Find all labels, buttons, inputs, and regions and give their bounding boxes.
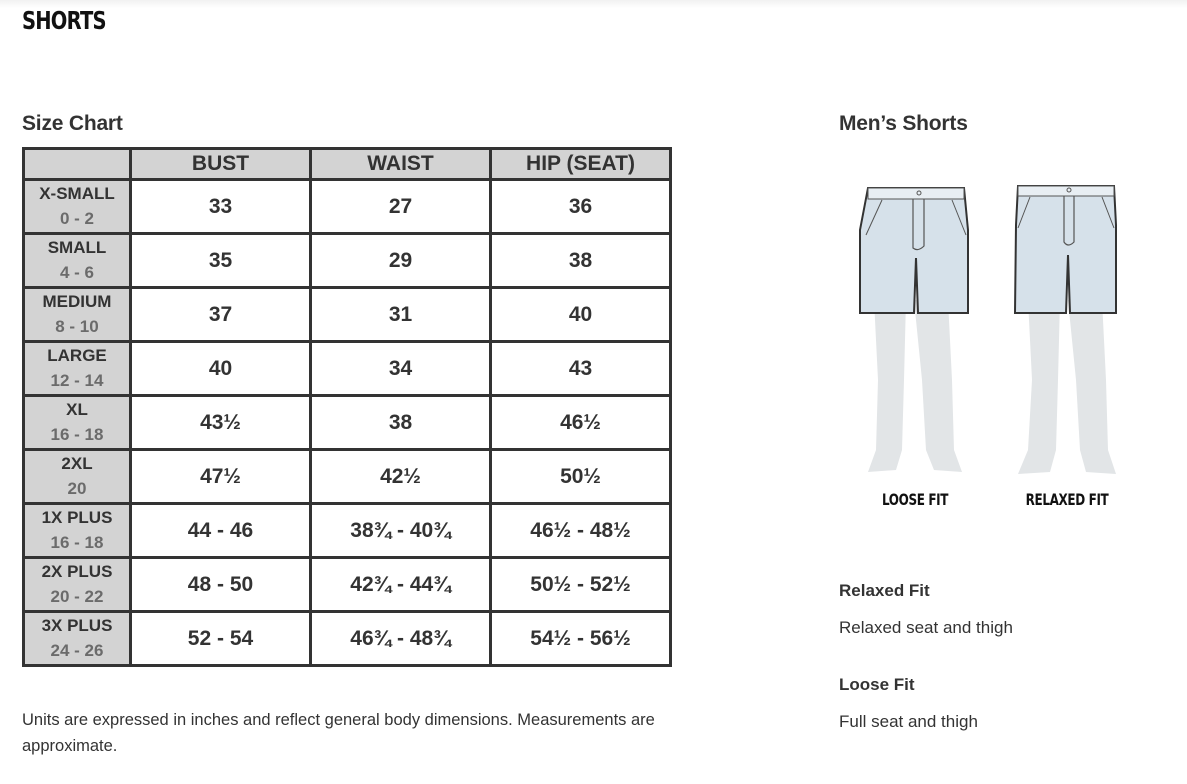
loose-fit-legs	[868, 300, 962, 472]
table-row	[24, 234, 671, 288]
bust-value: 40	[131, 342, 311, 396]
page-title: SHORTS	[22, 6, 106, 35]
waist-value: 38¾ - 40¾	[311, 504, 491, 558]
table-row	[24, 558, 671, 612]
size-name: X-SMALL	[39, 184, 115, 204]
size-name: XL	[66, 400, 88, 420]
table-row	[24, 612, 671, 666]
header-hip: HIP (SEAT)	[491, 149, 671, 180]
bust-value: 52 - 54	[131, 612, 311, 666]
measurement-note: Units are expressed in inches and reflect general body dimensions. Measurements are approximate.	[22, 711, 655, 755]
waist-value: 29	[311, 234, 491, 288]
waist-value: 31	[311, 288, 491, 342]
size-range: 0 - 2	[59, 209, 95, 228]
size-range: 4 - 6	[59, 263, 95, 282]
size-range: 16 - 18	[50, 425, 104, 444]
size-range: 8 - 10	[55, 317, 99, 336]
relaxed-fit-illustration	[1010, 180, 1130, 480]
size-label-cell	[24, 558, 131, 612]
loose-fit-shorts	[860, 188, 968, 313]
size-name: 2XL	[61, 454, 93, 474]
table-row	[24, 288, 671, 342]
hip-value: 46½	[491, 396, 671, 450]
size-label-cell	[24, 612, 131, 666]
size-range: 12 - 14	[50, 371, 104, 390]
size-name: MEDIUM	[42, 292, 112, 312]
size-label-cell	[24, 396, 131, 450]
size-range: 16 - 18	[50, 533, 104, 552]
size-name: 2X PLUS	[41, 562, 113, 582]
hip-value: 50½ - 52½	[491, 558, 671, 612]
table-row	[24, 396, 671, 450]
bust-value: 35	[131, 234, 311, 288]
size-range: 20 - 22	[50, 587, 104, 606]
relaxed-fit-label: RELAXED FIT	[1025, 490, 1109, 509]
loose-fit-heading: Loose Fit	[839, 675, 915, 694]
waist-value: 38	[311, 396, 491, 450]
size-name: 3X PLUS	[41, 616, 113, 636]
loose-fit-description: Full seat and thigh	[839, 712, 978, 731]
table-row	[24, 504, 671, 558]
loose-fit-illustration	[856, 180, 976, 480]
waist-value: 42¾ - 44¾	[311, 558, 491, 612]
hip-value: 40	[491, 288, 671, 342]
bust-value: 37	[131, 288, 311, 342]
table-header-row	[24, 149, 671, 180]
bust-value: 48 - 50	[131, 558, 311, 612]
waist-value: 42½	[311, 450, 491, 504]
size-label-cell	[24, 504, 131, 558]
bust-value: 44 - 46	[131, 504, 311, 558]
size-name: 1X PLUS	[41, 508, 113, 528]
size-label-cell	[24, 288, 131, 342]
bust-value: 43½	[131, 396, 311, 450]
hip-value: 54½ - 56½	[491, 612, 671, 666]
header-bust: BUST	[131, 149, 311, 180]
hip-value: 46½ - 48½	[491, 504, 671, 558]
waist-value: 27	[311, 180, 491, 234]
relaxed-fit-legs	[1018, 300, 1116, 474]
mens-shorts-title: Men’s Shorts	[839, 112, 968, 135]
table-row	[24, 180, 671, 234]
header-corner-cell	[24, 149, 131, 180]
size-range: 20	[67, 479, 87, 498]
size-name: SMALL	[47, 238, 107, 258]
size-chart-title: Size Chart	[22, 112, 123, 135]
size-range: 24 - 26	[50, 641, 104, 660]
loose-fit-label: LOOSE FIT	[881, 490, 949, 509]
hip-value: 36	[491, 180, 671, 234]
hip-value: 43	[491, 342, 671, 396]
size-name: LARGE	[47, 346, 107, 366]
relaxed-fit-heading: Relaxed Fit	[839, 581, 930, 600]
size-label-cell	[24, 450, 131, 504]
header-waist: WAIST	[311, 149, 491, 180]
waist-value: 46¾ - 48¾	[311, 612, 491, 666]
relaxed-fit-description: Relaxed seat and thigh	[839, 618, 1013, 637]
size-chart-table	[22, 147, 672, 667]
relaxed-fit-shorts	[1015, 186, 1116, 313]
table-row	[24, 342, 671, 396]
size-label-cell	[24, 342, 131, 396]
bust-value: 33	[131, 180, 311, 234]
table-row	[24, 450, 671, 504]
size-label-cell	[24, 234, 131, 288]
hip-value: 50½	[491, 450, 671, 504]
size-table-body	[24, 180, 671, 666]
hip-value: 38	[491, 234, 671, 288]
top-bar	[0, 0, 1187, 8]
size-label-cell	[24, 180, 131, 234]
waist-value: 34	[311, 342, 491, 396]
bust-value: 47½	[131, 450, 311, 504]
